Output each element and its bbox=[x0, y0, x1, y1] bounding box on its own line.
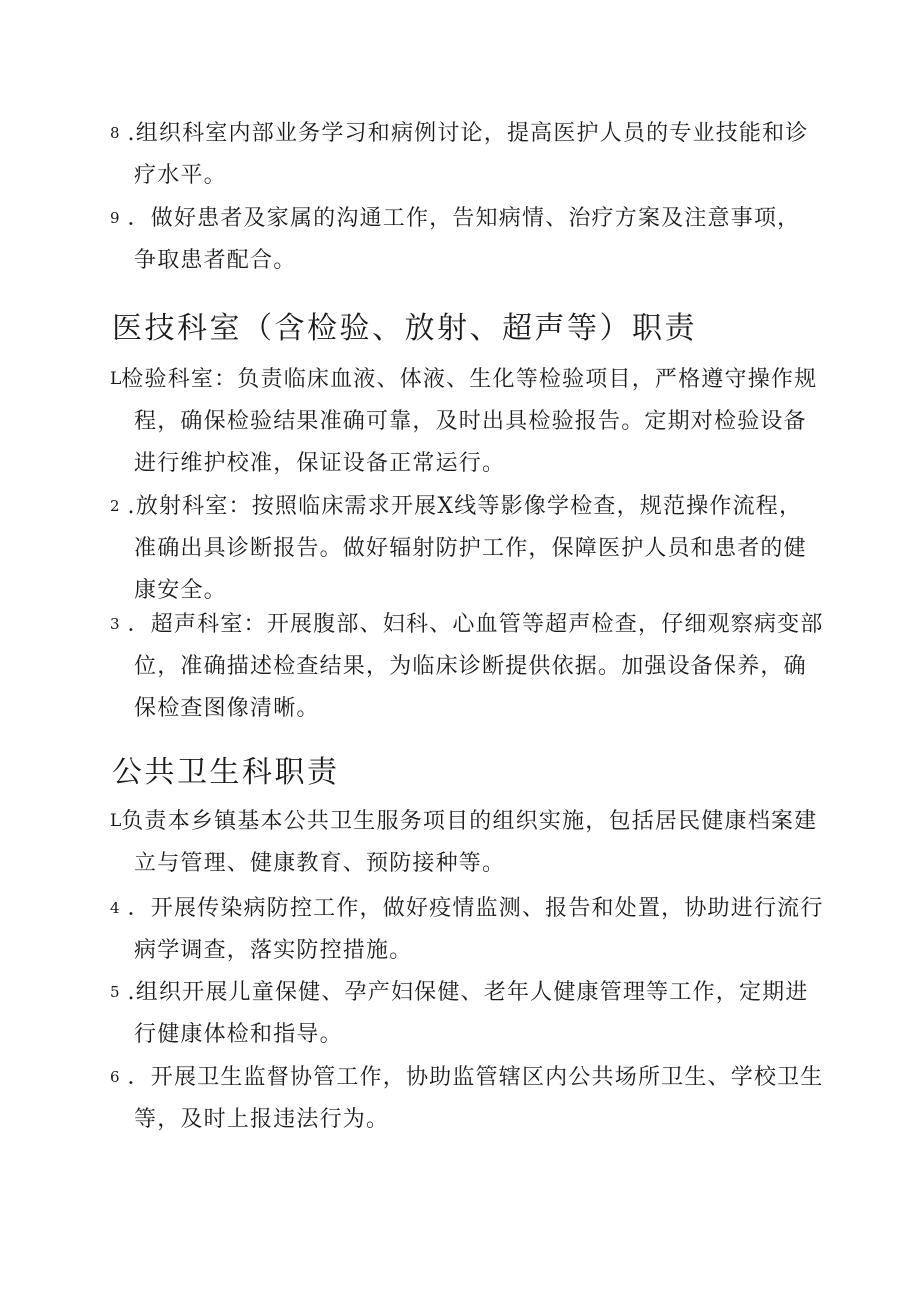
list-item bbox=[110, 603, 824, 730]
item-text: 检验科室：负责临床血液、体液、生化等检验项目，严格遵守操作规 bbox=[121, 367, 818, 392]
item-number: L bbox=[110, 369, 122, 389]
list-item bbox=[110, 800, 818, 885]
item-number: L bbox=[110, 811, 122, 831]
list-item bbox=[110, 197, 810, 282]
list-item bbox=[110, 887, 824, 972]
item-number: 3 bbox=[110, 615, 120, 633]
item-number: 4 bbox=[110, 899, 120, 917]
item-text: 准确出具诊断报告。做好辐射防护工作，保障医护人员和患者的健 bbox=[134, 536, 807, 561]
item-number: 9 bbox=[110, 209, 120, 227]
item-text: 康安全。 bbox=[134, 578, 227, 603]
item-text: .组织开展儿童保健、孕产妇保健、老年人健康管理等工作，定期进 bbox=[127, 980, 809, 1005]
item-number: 2 bbox=[110, 497, 120, 515]
item-text: 进行维护校准，保证设备正常运行。 bbox=[134, 451, 506, 476]
item-text: 位，准确描述检查结果，为临床诊断提供依据。加强设备保养，确 bbox=[134, 654, 807, 679]
item-number: 5 bbox=[110, 983, 120, 1001]
list-item bbox=[110, 971, 810, 1056]
item-text: 立与管理、健康教育、预防接种等。 bbox=[134, 851, 506, 876]
item-number: 8 bbox=[110, 124, 120, 142]
item-text: 保检查图像清晰。 bbox=[134, 696, 320, 721]
item-text: 程，确保检验结果准确可靠，及时出具检验报告。定期对检验设备 bbox=[134, 409, 807, 434]
list-item bbox=[110, 485, 810, 612]
item-text: 行健康体检和指导。 bbox=[134, 1022, 343, 1047]
item-text: ．开展卫生监督协管工作，协助监管辖区内公共场所卫生、学校卫生 bbox=[127, 1065, 824, 1090]
item-text: ．超声科室：开展腹部、妇科、心血管等超声检查，仔细观察病变部 bbox=[127, 612, 824, 637]
list-item bbox=[110, 1056, 824, 1141]
item-text: 争取患者配合。 bbox=[134, 248, 297, 273]
item-text: ．开展传染病防控工作，做好疫情监测、报告和处置，协助进行流行 bbox=[127, 896, 824, 921]
section-heading: 医技科室（含检验、放射、超声等）职责 bbox=[112, 311, 697, 346]
item-text: ．做好患者及家属的沟通工作，告知病情、治疗方案及注意事项， bbox=[127, 206, 801, 231]
item-text: 等，及时上报违法行为。 bbox=[134, 1107, 390, 1132]
item-number: 6 bbox=[110, 1068, 120, 1086]
list-item bbox=[110, 112, 810, 197]
item-text: 疗水平。 bbox=[134, 163, 227, 188]
item-text: 负责本乡镇基本公共卫生服务项目的组织实施，包括居民健康档案建 bbox=[121, 809, 818, 834]
item-text: .组织科室内部业务学习和病例讨论，提高医护人员的专业技能和诊 bbox=[127, 121, 809, 146]
section-heading: 公共卫生科职责 bbox=[112, 755, 340, 790]
item-text: 病学调查，落实防控措施。 bbox=[134, 938, 413, 963]
item-text: .放射科室：按照临床需求开展X线等影像学检查，规范操作流程， bbox=[127, 494, 803, 519]
list-item bbox=[110, 358, 818, 485]
